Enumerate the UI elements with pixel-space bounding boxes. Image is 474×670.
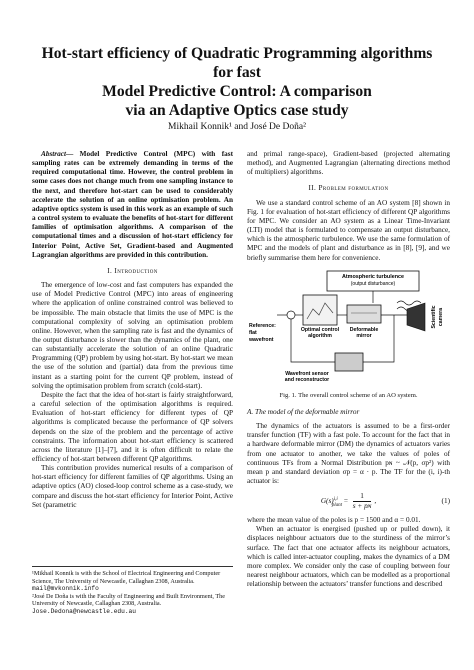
reference-label-1: Reference:	[249, 322, 276, 329]
dm-paragraph-3: When an actuator is energised (pushed up or pulled down), it displaces neighbour actuators due to the sturdiness of the mirror’s surface. The fact that one actuator affects its neighbour actuators, which is called inter-actuator coupling, makes the dynamics of a DM more complex. We consider only the case of coupling between four nearest neighbour actuators, which can be modelled as a proportional relationship between the actuators’ transfer functions and described	[247, 525, 450, 589]
equation-lhs: G(s)	[320, 497, 334, 506]
left-column	[32, 150, 233, 510]
figure-1-caption: Fig. 1. The overall control scheme of an AO system.	[279, 391, 418, 399]
footnote-1-text: ¹Mikhail Konnik is with the School of Electrical Engineering and Computer Science, The University of Newcastle, Callaghan 2308, Australia.	[32, 570, 221, 585]
reference-label-2: flat	[249, 329, 257, 336]
footnotes	[32, 566, 233, 616]
abstract-lead: Abstract	[41, 150, 66, 158]
footnote-1	[32, 570, 233, 593]
intro-paragraph-3: This contribution provides numerical results of a comparison of hot-start efficiency for different families of QP algorithms. Using an adaptive optics (AO) closed-loop control scheme as a case-study, we compare and discuss the hot-start efficiency for Interior Point, Active Set (parametric	[32, 464, 233, 509]
paper-title	[40, 44, 434, 120]
control-scheme-diagram	[247, 269, 450, 387]
title-line-2: Model Predictive Control: A comparison	[102, 83, 372, 100]
figure-1-diagram	[247, 269, 450, 387]
summing-junction	[287, 311, 295, 319]
paper-authors: Mikhail Konnik¹ and José De Doña²	[168, 122, 306, 132]
camera-label-1: Scientific	[431, 305, 437, 329]
section-heading-problem-formulation: II. Problem formulation	[308, 184, 389, 193]
equation-equals: =	[343, 497, 348, 506]
turbulence-sublabel: (output disturbance)	[350, 280, 396, 287]
equation-superscript: i,i	[333, 496, 338, 502]
dm-paragraph-2: where the mean value of the poles is p = 1500 and α = 0.01.	[247, 516, 421, 525]
mirror-block	[347, 305, 381, 323]
dm-paragraph-1: The dynamics of the actuators is assumed to be a first-order transfer function (TF) with a fast pole. To account for the fact that in a hardware deformable mirror (DM) the dynamics of actuators varies from one actuator to another, we take the values of poles of continuous TFs from a Normal Distribution pɴ ~ 𝒩(p, σp²) with mean p and standard deviation σp = α · p. The TF for the (i, i)-th actuator is:	[247, 422, 450, 485]
mirror-label-1: Deformable	[349, 326, 379, 333]
controller-screen	[303, 295, 337, 325]
section-heading-introduction: I. Introduction	[107, 266, 158, 275]
camera-label-2: camera	[438, 307, 444, 326]
turbulence-label: Atmospheric turbulence	[341, 273, 405, 280]
sensor-label-2: and reconstructor	[284, 376, 330, 383]
sensor-block	[335, 353, 363, 371]
abstract-body: — Model Predictive Control (MPC) with fast sampling rates can be extremely demanding in terms of the required computational time. However, the control problem in some cases does not change much from one sampling instance to the next, and therefore hot-start can be used to considerably accelerate the solution of an online optimisation problem. An adaptive optics system is used in this work as an example of such a control system to evaluate the benefits of hot-start for different families of optimisation algorithms. A comparison of the computational times and a discussion of hot-start efficiency for Interior Point, Active Set, Gradient-based and Augmented Lagrangian algorithms are provided in this contribution.	[32, 150, 233, 259]
title-line-1: Hot-start efficiency of Quadratic Programming algorithms for fast	[41, 45, 433, 81]
right-column	[247, 150, 450, 589]
equation-number: (1)	[441, 497, 451, 506]
controller-label-1: Optimal control	[300, 326, 340, 333]
footnote-1-email[interactable]: mail@mvkonnik.info	[32, 585, 99, 593]
intro-paragraph-3-continued: and primal range-space), Gradient-based (projected alternating method), and Augmented Lagrangian (alternating directions method of multipliers) algorithms.	[247, 150, 450, 177]
equation-numerator: 1	[360, 492, 364, 501]
abstract	[32, 150, 233, 260]
equation-fraction	[353, 492, 372, 511]
subsection-heading-deformable-mirror: A. The model of the deformable mirror	[247, 407, 360, 416]
footnote-2-text: ²José De Doña is with the Faculty of Engineering and Built Environment, The University of Newcastle, Callaghan 2308, Australia.	[32, 592, 226, 608]
intro-paragraph-2: Despite the fact that the idea of hot-start is fairly straightforward, a careful selection of the optimisation algorithms is required. Evaluation of hot-start efficiency for different types of QP algorithms is complicated because the performance of QP solvers depends on the size of the problem and the percentage of active constraints. The information about hot-start efficiency is scattered across the literature [1]–[7], and it is often difficult to relate the efficiency of hot-start between different QP algorithms.	[32, 390, 233, 463]
footnote-2	[32, 593, 233, 616]
footnote-2-email[interactable]: Jose.Dedona@newcastle.edu.au	[32, 607, 136, 615]
problem-paragraph: We use a standard control scheme of an AO system [8] shown in Fig. 1 for evaluation of hot-start efficiency of different QP algorithms for MPC. We consider an AO system as a Linear Time-Invariant (LTI) model that is formulated to compensate an output disturbance, which is the atmospheric turbulence. We use the same formulation of MPC and the models of plant and disturbance as in [8], [9], and we briefly summarise them here for convenience.	[247, 198, 450, 262]
camera-icon	[407, 303, 425, 331]
equation-comma: ,	[374, 497, 377, 506]
mirror-label-2: mirror	[356, 332, 372, 339]
equation-subscript: plant	[331, 502, 343, 508]
intro-paragraph-1: The emergence of low-cost and fast computers has expanded the use of Model Predictive Control (MPC) into areas of engineering where the application of online constrained control was believed to be impossible. The main obstacle that limits the use of MPC is the computational complexity of solving an optimisation problem online. However, when the sampling rate is fast and the dynamics of the output disturbance is slower than the dynamics of the plant, one can substantially accelerate the solution of an online Quadratic Programming (QP) problem by using hot-start. By hot-start we mean the use of the solution and (partial) data from the previous time instant as a starting point for the current QP problem, instead of solving the optimisation problem from scratch (cold-start).	[32, 281, 233, 390]
equation-denominator: s + pɴ	[352, 502, 372, 511]
feedback-path-2	[291, 319, 335, 362]
equation-body	[321, 492, 376, 511]
reference-label-3: wavefront	[249, 336, 274, 343]
title-line-3: via an Adaptive Optics case study	[125, 102, 349, 119]
sensor-label-1: Wavefront sensor	[285, 370, 329, 377]
equation-1	[247, 492, 450, 511]
controller-label-2: algorithm	[308, 332, 332, 339]
wave-line-1	[397, 301, 421, 305]
